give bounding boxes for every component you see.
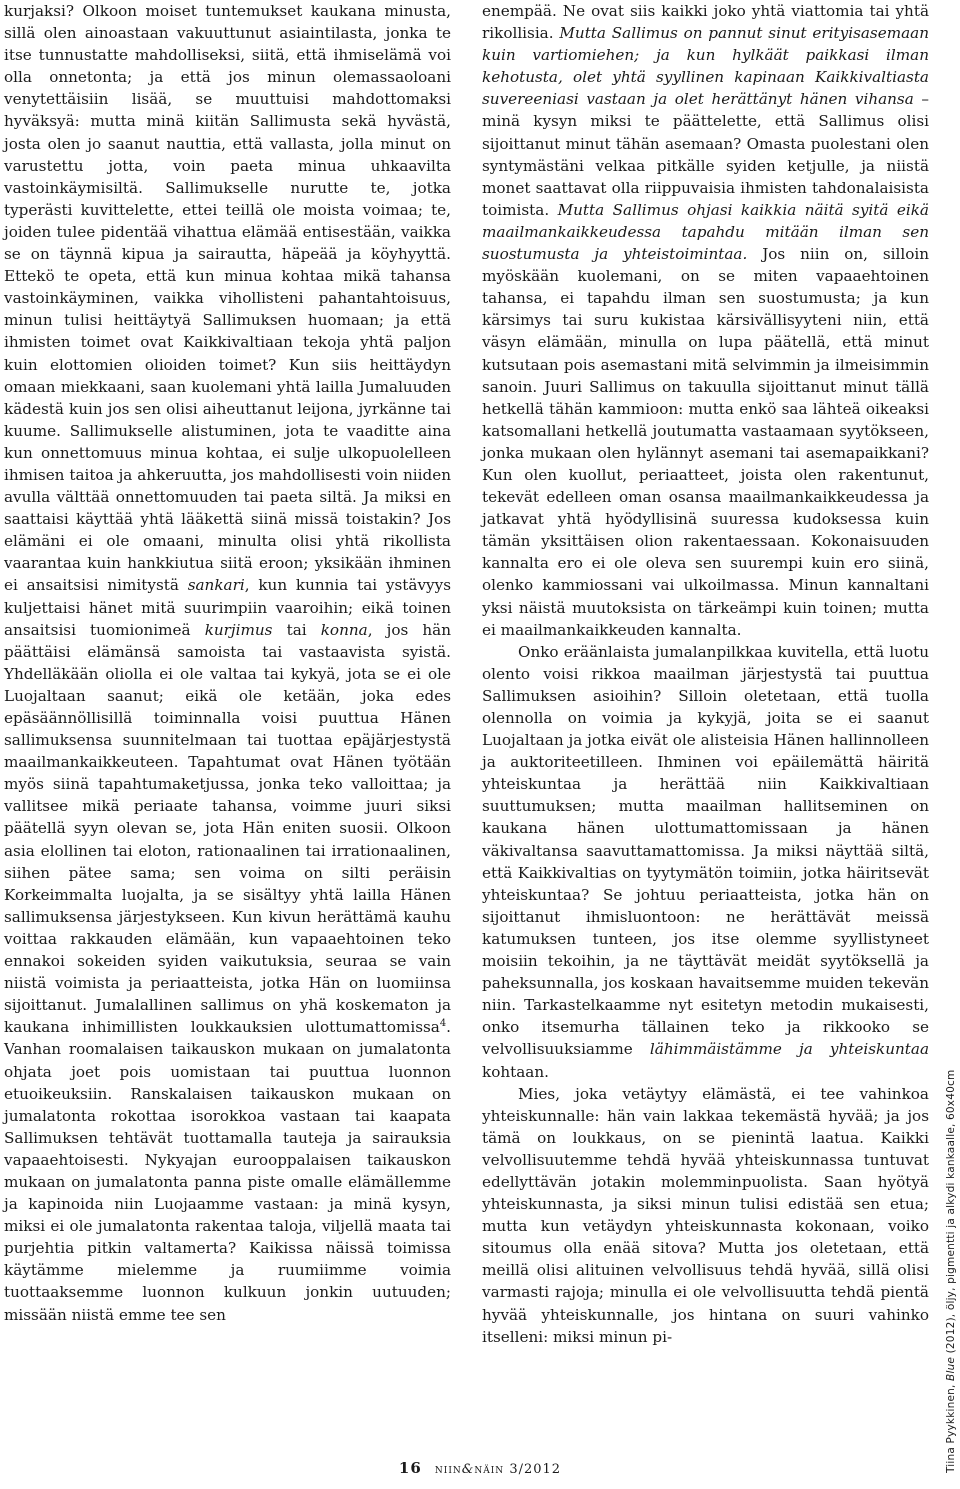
- text-run: enempää. Ne ovat siis kaikki joko yhtä viattomia tai yhtä rikollisia.: [482, 2, 929, 43]
- italic-text: Mutta Sallimus ohjasi kaikkia näitä syitä eikä maailmankaikkeudessa tapahdu mitään ilman sen suostumusta ja yhteistoimintaa.: [482, 200, 929, 264]
- caption-details: (2012), öljy, pigmentti ja alkydi kankaalle, 60x40cm: [945, 1069, 957, 1357]
- paragraph: [482, 1083, 929, 1348]
- text-run: tai: [272, 620, 321, 639]
- italic-text: Mutta Sallimus on pannut sinut erityisasemaan kuin vartiomiehen; ja kun hylkäät paikkasi ilman kehotusta, olet yhtä syyllinen kapinaan Kaikkivaltiasta suvereeniasi vastaan ja olet herättänyt hänen vihansa: [482, 24, 929, 109]
- text-run: Jos niin on, silloin myöskään kuolemani, on se miten vapaaehtoinen tahansa, ei tapahdu ilman sen suostumusta; ja kun kärsimys tai suru kukistaa kärsivällisyyteni niin, että väsyn elämään, minulla on lupa päätellä, että minut kutsutaan pois asemastani mitä selvimmin ja ilmeisimmin sanoin. Juuri Sallimus on takuulla sijoittanut minut tällä hetkellä tähän kammioon: mutta enkö saa lähteä oikeaksi katsomallani hetkellä joutumatta vastaamaan syytökseen, jonka mukaan olen hylännyt asemani tai asemapaikkani? Kun olen kuollut, periaatteet, joista olen rakentunut, tekevät edelleen oman osansa maailmankaikkeudessa ja jatkavat yhtä hyödyllisinä suuressa kudoksessa kuin tämän yksittäisen olion rakentaessaan. Kokonaisuuden kannalta ero ei ole oleva sen suurempi kuin ero siinä, olenko kammiossani vai ulkoilmassa. Minun kannaltani yksi näistä muutoksista on tärkeämpi kuin toinen; mutta ei maailmankaikkeuden kannalta.: [482, 245, 929, 639]
- italic-text: kurjimus: [204, 620, 273, 639]
- issue-number: 3/2012: [509, 1462, 562, 1477]
- text-run: Mies, joka vetäytyy elämästä, ei tee vahinkoa yhteiskunnalle: hän vain lakkaa tekemästä hyvää; ja jos tämä on loukkaus, on se pienintä laatua. Kaikki velvollisuutemme tehdä hyvää yhteiskunnassa tuntuvat edellyttävän jotakin molemminpuolista. Saan hyötyä yhteiskunnasta, ja siksi minun tulisi edistää sen etua; mutta kun vetäydyn yhteiskunnasta kokonaan, voiko sitoumus olla enää sitova? Mutta jos oletetaan, että meillä olisi alituinen velvollisuus tehdä hyvää, sillä olisi varmasti rajoja; minulla ei ole velvollisuutta tehdä pientä hyvää yhteiskunnalle, jos hintana on suuri vahinko itselleni: miksi minun pi-: [482, 1084, 929, 1346]
- paragraph: [482, 641, 929, 1083]
- magazine-ampersand: &: [461, 1462, 475, 1477]
- paragraph: [482, 0, 929, 641]
- italic-text: lähimmäistämme ja yhteiskuntaa: [649, 1040, 929, 1059]
- magazine-name-part2: näin: [474, 1462, 505, 1477]
- italic-text: sankari: [187, 576, 245, 595]
- text-run: , kun kunnia tai ystävyys kuljettaisi hänet mitä suurimpiin vaaroihin; eikä toinen ansaitsisi tuomionimeä: [4, 576, 452, 639]
- right-column: [482, 0, 929, 1348]
- text-run: kohtaan.: [482, 1062, 549, 1081]
- text-run: , jos hän päättäisi elämänsä samoista tai vastaavista syistä. Yhdelläkään oliolla ei ole valtaa tai kykyä, jota se ei ole Luojaltaan saanut; eikä ole ketään, joka edes epäsäännöllisillä toiminnalla voisi puuttua Hänen sallimuksensa suunnitelmaan tai tuottaa epäjärjestystä maailmankaikkeuteen. Tapahtumat ovat Hänen työtään myös siinä tapahtumaketjussa, jonka teko valloittaa; ja vallitsee mikä periaate tahansa, voimme juuri siksi päätellä syyn olevan se, jota Hän eniten suosii. Olkoon asia elollinen tai eloton, rationaalinen tai irrationaalinen, siihen pätee sama; sen voima on silti peräisin Korkeimmalta luojalta, ja se sisältyy yhtä lailla Hänen sallimuksensa järjestykseen. Kun kivun herättämä kauhu voittaa rakkauden elämään, kun vapaaehtoinen teko ennakoi sokeiden syiden vaikutuksia, seuraa se vain niistä voimista ja periaatteista, jotka Hän on luomiinsa sijoittanut. Jumalallinen sallimus on yhä koskematon ja kaukana inhimillisten loukkauksien ulottumattomissa: [4, 620, 451, 1037]
- footnote-ref: 4: [439, 1018, 447, 1030]
- paragraph: [4, 0, 451, 1326]
- text-run: – minä kysyn miksi te päättelette, että Sallimus olisi sijoittanut minut tähän asemaan? Omasta puolestani olen syntymästäni velkaa pitkälle syiden ketjulle, ja niistä monet saattavat olla riippuvaisia ihmisten tahdonalaisista toimista.: [482, 90, 930, 219]
- magazine-name-part1: niin: [434, 1462, 462, 1477]
- caption-author: Tiina Pyykkinen,: [945, 1380, 957, 1473]
- text-run: . Vanhan roomalaisen taikauskon mukaan on jumalatonta ohjata joet pois uomistaan tai puuttua luonnon etuoikeuksiin. Ranskalaisen taikauskon mukaan on jumalatonta rokottaa isorokkoa vastaan tai kaapata Sallimuksen tehtävät tuottamalla tauteja ja sairauksia vapaaehtoisesti. Nykyajan eurooppalaisen taikauskon mukaan on jumalatonta panna piste omalle elämällemme ja kapinoida niin Luojaamme vastaan: ja minä kysyn, miksi ei ole jumalatonta rakentaa taloja, viljellä maata tai purjehtia pitkin valtamerta? Kaikissa näissä toimissa käytämme mielemme ja ruumiimme voimia tuottaaksemme luonnon kulkuun jonkin uutuuden; missään niistä emme tee sen: [4, 1018, 451, 1324]
- text-run: kurjaksi? Olkoon moiset tuntemukset kaukana minusta, sillä olen ainoastaan vakuuttunut asiaintilasta, jonka te itse tunnustatte mahdolliseksi, siitä, että ihmiselämä voi olla onnetonta; ja että jos minun olemassaoloani venytettäisiin lisää, se muuttuisi mahdottomaksi hyväksyä: mutta minä kiitän Sallimusta sekä hyvästä, josta olen jo saanut nauttia, että vallasta, jolla minut on varustettu jotta, voin paeta minua uhkaavilta vastoinkäymisiltä. Sallimukselle nurutte te, jotka typerästi kuvittelette, ettei teillä ole moista voimaa; te, joiden tulee pidentää vihattua elämää entisestään, vaikka se on täynnä kipua ja sairautta, häpeää ja köyhyyttä. Ettekö te opeta, että kun minua kohtaa mikä tahansa vastoinkäyminen, vaikka vihollisteni pahantahtoisuus, minun tulisi heittäytyä Sallimuksen huomaan; ja että ihmisten toimet ovat Kaikkivaltiaan tekoja yhtä paljon kuin elottomien olioiden toimet? Kun siis heittäydyn omaan miekkaani, saan kuolemani yhtä lailla Jumaluuden kädestä kuin jos sen olisi aiheuttanut leijona, jyrkänne tai kuume. Sallimukselle alistuminen, jota te vaaditte aina kun onnettomuus minua kohtaa, ei sulje ulkopuolelleen ihmisen taitoa ja ahkeruutta, jos mahdollisesti voin niiden avulla välttää onnettomuuden tai paeta siltä. Ja miksi en saattaisi käyttää yhtä lääkettä siinä missä toistakin? Jos elämäni ei ole omaani, minulta olisi yhtä rikollista vaarantaa kuin hankkiutua siitä eroon; yksikään ihminen ei ansaitsisi nimitystä: [4, 2, 451, 595]
- text-run: Onko eräänlaista jumalanpilkkaa kuvitella, että luotu olento voisi rikkoa maailman järjestystä tai puuttua Sallimuksen asioihin? Silloin oletetaan, että tuolla olennolla on voimia ja kykyjä, joita se ei saanut Luojaltaan ja jotka eivät ole alisteisia Hänen hallinnolleen ja auktoriteetilleen. Ihminen voi epäilemättä häiritä yhteiskuntaa ja herättää niin Kaikkivaltiaan suuttumuksen; mutta maailman hallitseminen on kaukana hänen ulottumattomissaan ja hänen väkivaltansa saavuttamattomissa. Ja miksi näyttää siltä, että Kaikkivaltias on tyytymätön toimiin, jotka häiritsevät yhteiskuntaa? Se johtuu periaatteista, jotka hän on sijoittanut ihmisluontoon: ne herättävät meissä katumuksen tunteen, jos itse olemme syyllistyneet moisiin tekoihin, ja ne täyttävät meidät syytöksellä ja paheksunnalla, jos koskaan havaitsemme muiden tekevän niin. Tarkastelkaamme nyt esitetyn metodin mukaisesti, onko itsemurha tällainen teko ja rikkooko se velvollisuuksiamme: [482, 642, 929, 1059]
- page-number: 16: [398, 1459, 422, 1477]
- page-footer: [0, 1459, 960, 1477]
- italic-text: konna: [320, 620, 368, 639]
- artwork-caption: [945, 683, 957, 1473]
- caption-title: Blue: [945, 1356, 957, 1381]
- left-column: [4, 0, 451, 1326]
